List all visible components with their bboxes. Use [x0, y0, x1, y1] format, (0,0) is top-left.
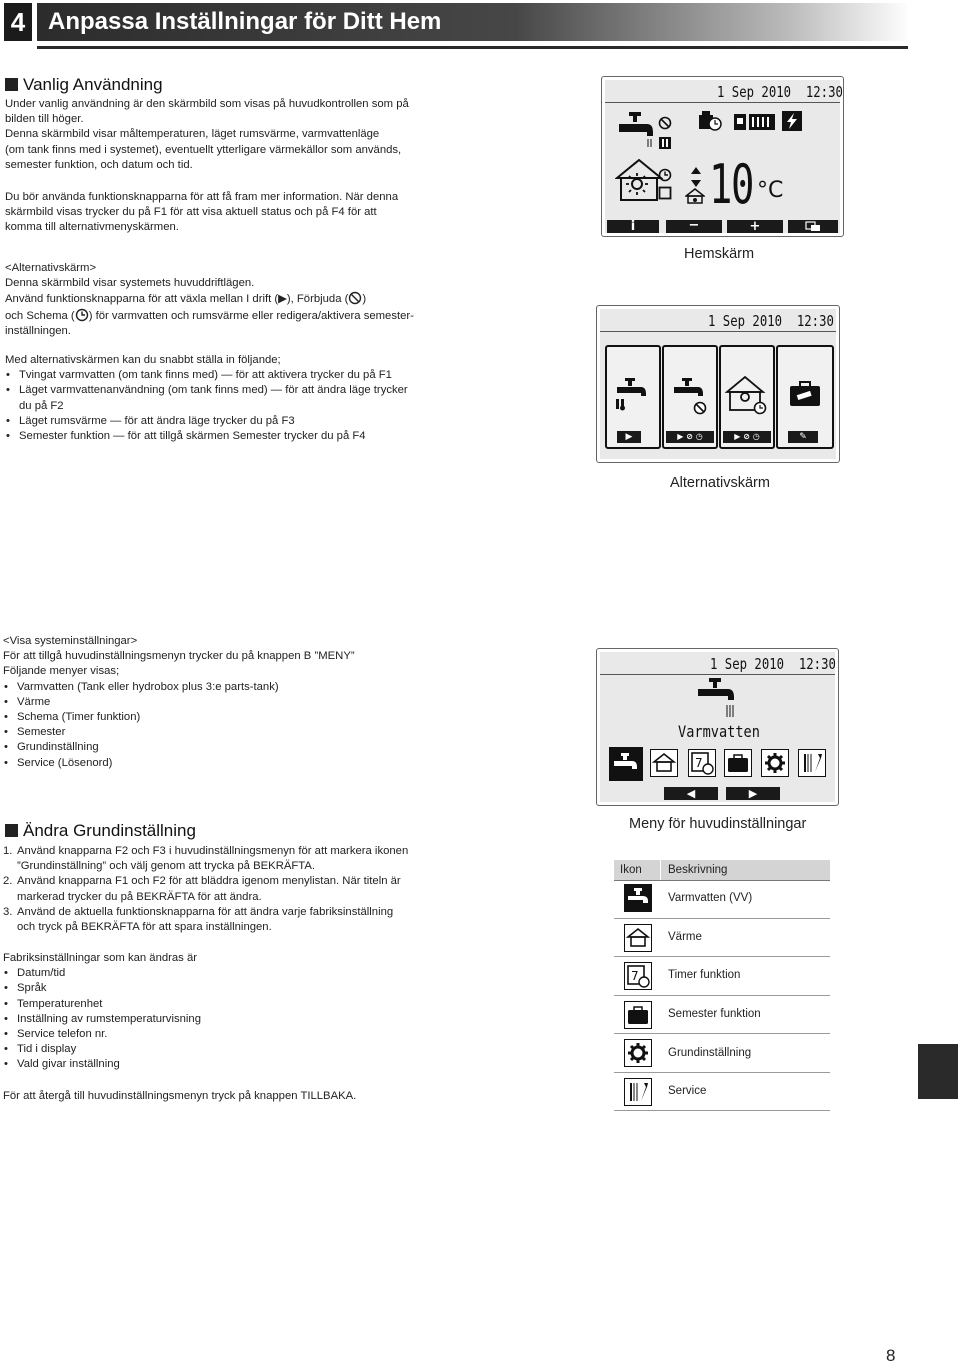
room-thermometer-icon	[685, 188, 705, 204]
tank-timer-icon	[697, 110, 723, 132]
list-item: • Semester	[3, 725, 355, 740]
list-item: • Läget rumsvärme — för att ändra läge trycker du på F3	[5, 414, 408, 429]
menu-icon-schedule[interactable]	[688, 749, 716, 777]
table-rule	[614, 880, 830, 881]
chapter-number: 4	[4, 3, 32, 41]
table-rule	[614, 956, 830, 957]
suitcase-icon	[725, 750, 751, 776]
table-row	[624, 1001, 652, 1029]
list-item: • Schema (Timer funktion)	[3, 710, 355, 725]
heating-mode-panel[interactable]	[719, 345, 775, 449]
up-down-arrows-icon	[690, 166, 702, 188]
table-rule	[614, 918, 830, 919]
tap-icon	[694, 677, 740, 719]
list-item: 2. Använd knapparna F1 och F2 för att bläddra igenom menylistan. När titeln är	[3, 875, 401, 888]
table-row	[624, 884, 652, 912]
prohibit-icon	[348, 291, 362, 305]
page-title: Anpassa Inställningar för Ditt Hem	[48, 8, 442, 35]
forced-dhw-panel[interactable]	[605, 345, 661, 449]
table-header-icon: Ikon	[620, 864, 642, 876]
list-item: • Tvingat varmvatten (om tank finns med) — för att aktivera trycker du på F1	[5, 368, 408, 383]
tap-icon	[615, 110, 655, 150]
menu-icon-dhw[interactable]	[609, 747, 643, 781]
table-rule	[614, 995, 830, 996]
boiler-heater-icon	[733, 110, 781, 132]
list-item: • Semester funktion — för att tillgå skärmen Semester trycker du på F4	[5, 429, 408, 444]
list-item: • Temperaturenhet	[3, 997, 201, 1012]
dhw-mode-panel[interactable]	[662, 345, 718, 449]
list-item: • Värme	[3, 695, 355, 710]
square-icon	[658, 186, 672, 200]
chapter-side-tab	[918, 1044, 958, 1099]
clock-icon	[658, 168, 672, 182]
house-icon	[651, 750, 677, 776]
f1-info-button[interactable]: i	[607, 220, 659, 233]
back-instruction: För att återgå till huvudinställningsmenyn tryck på knappen TILLBAKA.	[3, 1090, 357, 1102]
table-rule	[614, 1033, 830, 1034]
square-bullet-icon	[5, 824, 18, 837]
alt-screen-paragraph: <Alternativskärm> Denna skärmbild visar systemets huvuddriftlägen. Använd funktionsknapparna för att växla mellan I drift (▶), Förbjuda ( ) och Schema ( ) för varmvatten och rumsvärme eller redigera/aktivera semester- inställningen.	[5, 262, 414, 337]
system-settings-block: <Visa systeminställningar> För att tillgå huvudinställningsmenyn trycker du på knappen B ”MENY” Följande menyer visas; • Varmvatten (Tank eller hydrobox plus 3:e parts-tank) • Värme • Schema (Timer funktion) • Semester • Grundinställning • Service (Lösenord)	[3, 634, 355, 771]
table-row-description: Värme	[668, 931, 702, 943]
electric-heater-icon	[781, 110, 803, 132]
tap-thermometer-icon	[613, 377, 649, 411]
prohibit-icon	[658, 116, 672, 130]
page-number: 8	[886, 1346, 896, 1365]
play-icon: ▶	[617, 431, 641, 443]
timer-icon	[689, 750, 715, 776]
table-row-description: Semester funktion	[668, 1008, 761, 1020]
menu-icon-service[interactable]	[798, 749, 826, 777]
home-screen-datetime: 1 Sep 2010 12:30	[717, 83, 843, 101]
temperature-unit: °C	[757, 178, 784, 203]
table-row-description: Timer funktion	[668, 969, 741, 981]
f3-plus-button[interactable]: +	[727, 220, 783, 233]
f2-minus-button[interactable]: −	[666, 220, 722, 233]
table-header-description: Beskrivning	[668, 864, 728, 876]
quick-settings-list: Med alternativskärmen kan du snabbt ställa in följande; • Tvingat varmvatten (om tank finns med) — för att aktivera trycker du på F1 • Läget varmvattenanvändning (om tank finns med) — för att ändra läge trycker du på F2 • Läget rumsvärme — för att ändra läge trycker du på F3 • Semester funktion — för att tillgå skärmen Semester trycker du på F4	[5, 353, 408, 444]
table-rule	[614, 1072, 830, 1073]
table-row	[624, 1039, 652, 1067]
menu-icon-heating[interactable]	[650, 749, 678, 777]
tap-icon	[611, 749, 641, 779]
header-rule	[37, 46, 908, 49]
timer-icon	[625, 963, 651, 989]
table-rule	[614, 1110, 830, 1111]
table-row-description: Service	[668, 1085, 707, 1097]
table-row-description: Varmvatten (VV)	[668, 892, 753, 904]
svg-text:7: 7	[695, 756, 703, 770]
list-item: • Tid i display	[3, 1042, 201, 1057]
list-item: • Grundinställning	[3, 740, 355, 755]
house-sun-icon	[615, 158, 663, 202]
menu-left-button[interactable]: ◀	[664, 787, 718, 800]
tools-icon	[799, 750, 825, 776]
menu-item-label: Varmvatten	[678, 722, 760, 741]
list-item: • Inställning av rumstemperaturvisning	[3, 1012, 201, 1027]
option-screen-icon	[805, 221, 821, 232]
main-menu-screen	[596, 648, 839, 806]
steps-list: 1. Använd knapparna F2 och F3 i huvudinställningsmenyn för att markera ikonen ”Grundinställning” och välj genom att trycka på BEKRÄFTA. 2. Använd knapparna F1 och F2 för att bläddra igenom menylistan. När titeln är markerad trycker du på BEKRÄFTA för att ändra. 3. Använd de aktuella funktionsknapparna för att ändra varje fabriksinställning och tryck på BEKRÄFTA för att spara inställningen.	[3, 845, 409, 934]
list-item: • Service telefon nr.	[3, 1027, 201, 1042]
clock-icon	[75, 308, 89, 322]
list-item: • Vald givar inställning	[3, 1057, 201, 1072]
target-temperature: 10	[709, 153, 753, 216]
home-screen-caption: Hemskärm	[684, 246, 755, 262]
f4-option-button[interactable]	[788, 220, 838, 233]
tools-icon	[625, 1079, 651, 1105]
suitcase-icon	[789, 381, 821, 407]
list-item: 1. Använd knapparna F2 och F3 i huvudinställningsmenyn för att markera ikonen	[3, 845, 409, 857]
play-prohibit-clock-icons: ▶ ⊘ ◷	[666, 431, 714, 443]
svg-text:7: 7	[631, 969, 639, 983]
factory-settings-list: Fabriksinställningar som kan ändras är • Datum/tid • Språk • Temperaturenhet • Inställning av rumstemperaturvisning • Service telefon nr. • Tid i display • Vald givar inställning	[3, 951, 201, 1073]
edit-icon: ✎	[788, 431, 818, 443]
option-screen-caption: Alternativskärm	[670, 475, 770, 491]
intro-paragraph: Under vanlig användning är den skärmbild som visas på huvudkontrollen som på bilden till höger. Denna skärmbild visar måltemperaturen, läget rumsvärme, varmvattenläge (om tank finns med i systemet), eventuellt ytterligare värmekällor som används, semester funktion, och datum och tid.	[5, 98, 409, 171]
house-icon	[625, 925, 651, 951]
gear-icon	[762, 750, 788, 776]
play-prohibit-clock-icons: ▶ ⊘ ◷	[723, 431, 771, 443]
function-buttons-paragraph: Du bör använda funktionsknapparna för att få fram mer information. När denna skärmbild visas trycker du på F1 för att visa aktuell status och på F4 för att komma till alternativmenyskärmen.	[5, 191, 399, 234]
menu-right-button[interactable]: ▶	[726, 787, 780, 800]
list-item: • Varmvatten (Tank eller hydrobox plus 3:e parts-tank)	[3, 680, 355, 695]
list-item: • Service (Lösenord)	[3, 756, 355, 771]
house-sun-clock-icon	[725, 375, 769, 415]
table-row	[624, 962, 652, 990]
home-screen	[601, 76, 844, 237]
list-item: • Datum/tid	[3, 966, 201, 981]
list-item: • Språk	[3, 981, 201, 996]
holiday-panel[interactable]	[776, 345, 834, 449]
square-bullet-icon	[5, 78, 18, 91]
tap-prohibit-icon	[670, 377, 710, 415]
table-row	[624, 1078, 652, 1106]
option-screen	[596, 305, 840, 463]
table-row-description: Grundinställning	[668, 1047, 752, 1059]
suitcase-icon	[625, 1002, 651, 1028]
play-icon: ▶	[278, 293, 287, 306]
menu-icon-holiday[interactable]	[724, 749, 752, 777]
gear-icon	[625, 1040, 651, 1066]
section-title-initial-settings: Ändra Grundinställning	[5, 821, 196, 841]
section-title-normal-use: Vanlig Användning	[5, 75, 163, 95]
table-row	[624, 924, 652, 952]
menu-screen-datetime: 1 Sep 2010 12:30	[710, 655, 836, 673]
menu-icon-initial-settings[interactable]	[761, 749, 789, 777]
tap-icon	[625, 885, 651, 911]
list-item: • Läget varmvattenanvändning (om tank finns med) — för att ändra läge trycker	[5, 383, 408, 398]
stop-icon	[658, 136, 672, 150]
system-settings-heading: <Visa systeminställningar>	[3, 635, 138, 647]
list-item: 3. Använd de aktuella funktionsknapparna för att ändra varje fabriksinställning	[3, 905, 394, 918]
alt-screen-heading: <Alternativskärm>	[5, 262, 97, 274]
menu-screen-caption: Meny för huvudinställningar	[629, 816, 807, 832]
table-header-divider	[660, 860, 661, 880]
option-screen-datetime: 1 Sep 2010 12:30	[708, 312, 834, 330]
